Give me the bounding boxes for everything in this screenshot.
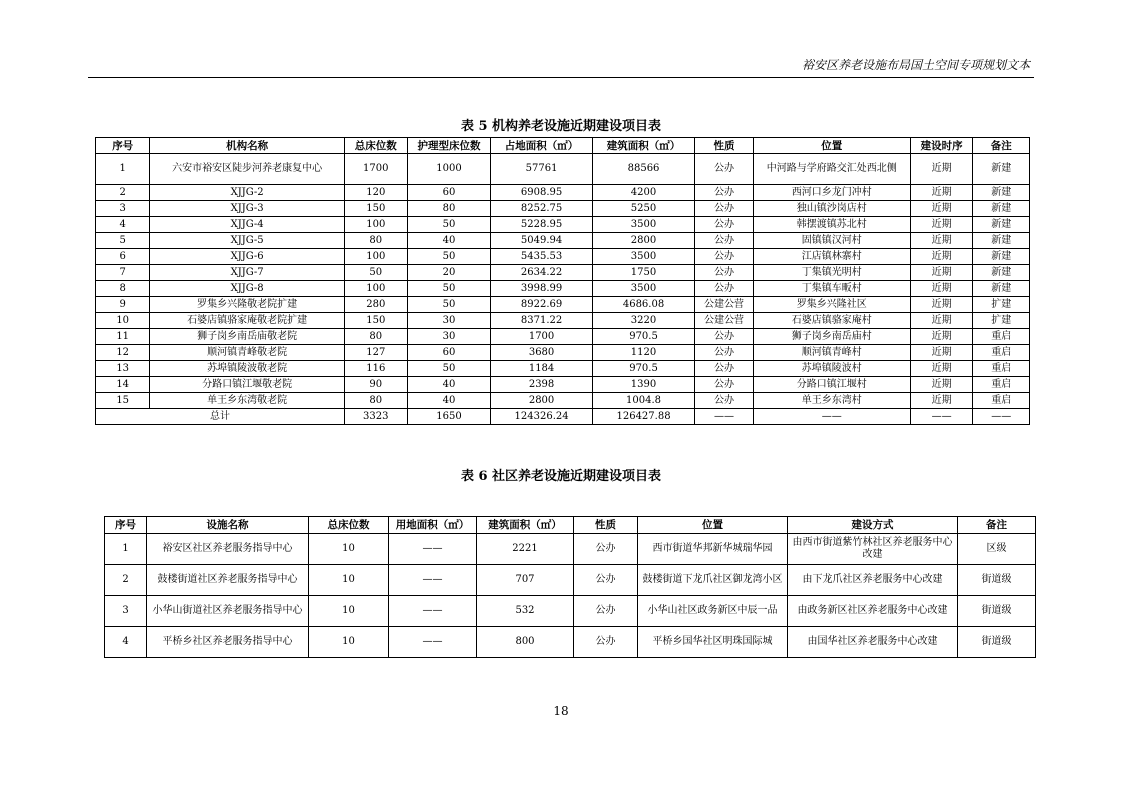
table-cell: 丁集镇车畈村 <box>753 281 910 297</box>
table-cell: 近期 <box>910 217 973 233</box>
table-cell: 新建 <box>973 281 1030 297</box>
table-cell: 由政务新区社区养老服务中心改建 <box>788 596 958 627</box>
table-cell: 公办 <box>574 627 638 658</box>
table-row <box>96 377 1030 393</box>
table-row <box>96 217 1030 233</box>
table-cell: 裕安区社区养老服务指导中心 <box>147 534 309 565</box>
col-header: 位置 <box>638 517 788 534</box>
table-cell: 近期 <box>910 281 973 297</box>
table-cell: 近期 <box>910 154 973 185</box>
table-cell: 1120 <box>592 345 694 361</box>
table-cell: —— <box>389 565 477 596</box>
table-cell: 11 <box>96 329 150 345</box>
table-cell: 3220 <box>592 313 694 329</box>
table-cell: 80 <box>407 201 491 217</box>
table-cell: 罗集乡兴隆敬老院扩建 <box>150 297 345 313</box>
table-cell: 80 <box>344 233 407 249</box>
table-cell: 8252.75 <box>491 201 592 217</box>
table-row <box>96 313 1030 329</box>
table-cell: 80 <box>344 329 407 345</box>
table-cell: 1390 <box>592 377 694 393</box>
table-cell: 2800 <box>491 393 592 409</box>
table-cell: 街道级 <box>958 596 1036 627</box>
table-cell: XJJG-3 <box>150 201 345 217</box>
table-cell: 区级 <box>958 534 1036 565</box>
table-cell: 100 <box>344 217 407 233</box>
table-cell: 4686.08 <box>592 297 694 313</box>
table-cell: 顺河镇青峰敬老院 <box>150 345 345 361</box>
table-cell: 90 <box>344 377 407 393</box>
total-cell: —— <box>695 409 754 425</box>
col-header: 建设方式 <box>788 517 958 534</box>
table-cell: 固镇镇汉河村 <box>753 233 910 249</box>
table-cell: 9 <box>96 297 150 313</box>
table-cell: 40 <box>407 393 491 409</box>
table-cell: 公办 <box>695 233 754 249</box>
table-cell: —— <box>389 596 477 627</box>
table-cell: 狮子岗乡南岳庙敬老院 <box>150 329 345 345</box>
table-cell: 扩建 <box>973 313 1030 329</box>
table-cell: XJJG-2 <box>150 185 345 201</box>
table-cell: XJJG-7 <box>150 265 345 281</box>
table-row <box>96 154 1030 185</box>
table-cell: —— <box>389 534 477 565</box>
table-cell: 街道级 <box>958 565 1036 596</box>
table-cell: 3500 <box>592 281 694 297</box>
table-cell: 西市街道华邦新华城瑞华园 <box>638 534 788 565</box>
page-number: 18 <box>553 704 569 718</box>
table-row <box>96 281 1030 297</box>
table-cell: 新建 <box>973 265 1030 281</box>
table-cell: 100 <box>344 281 407 297</box>
col-header: 建设时序 <box>910 138 973 154</box>
table-cell: 公办 <box>695 201 754 217</box>
table-row <box>96 185 1030 201</box>
col-header: 序号 <box>96 138 150 154</box>
total-cell: —— <box>973 409 1030 425</box>
table-cell: 88566 <box>592 154 694 185</box>
table-cell: 公办 <box>695 345 754 361</box>
table-cell: 280 <box>344 297 407 313</box>
table-cell: 1700 <box>491 329 592 345</box>
col-header: 设施名称 <box>147 517 309 534</box>
table-cell: 120 <box>344 185 407 201</box>
table-cell: 小华山社区政务新区中辰一品 <box>638 596 788 627</box>
table-cell: 50 <box>407 249 491 265</box>
table-cell: 近期 <box>910 345 973 361</box>
table-cell: 3500 <box>592 249 694 265</box>
table-cell: 公办 <box>574 534 638 565</box>
table-cell: 单王乡东湾村 <box>753 393 910 409</box>
table-cell: 5 <box>96 233 150 249</box>
table-row <box>105 534 1036 565</box>
table-header-row <box>105 517 1036 534</box>
table-cell: 800 <box>477 627 574 658</box>
table6-caption: 表 6 社区养老设施近期建设项目表 <box>460 469 662 484</box>
table-cell: 重启 <box>973 393 1030 409</box>
table-cell: 近期 <box>910 201 973 217</box>
table-cell: XJJG-5 <box>150 233 345 249</box>
table-cell: 12 <box>96 345 150 361</box>
table-cell: 1 <box>105 534 147 565</box>
col-header: 用地面积（㎡） <box>389 517 477 534</box>
col-header: 序号 <box>105 517 147 534</box>
table-row <box>105 565 1036 596</box>
table-cell: 3 <box>96 201 150 217</box>
document-header-title: 裕安区养老设施布局国土空间专项规划文本 <box>801 58 1030 72</box>
table-cell: 532 <box>477 596 574 627</box>
table-cell: 5250 <box>592 201 694 217</box>
table-cell: 公办 <box>695 361 754 377</box>
col-header: 总床位数 <box>309 517 389 534</box>
table-cell: 50 <box>407 217 491 233</box>
total-cell: 124326.24 <box>491 409 592 425</box>
table-cell: 1000 <box>407 154 491 185</box>
col-header: 机构名称 <box>150 138 345 154</box>
table-row <box>96 329 1030 345</box>
table-cell: 6 <box>96 249 150 265</box>
col-header: 建筑面积（㎡） <box>592 138 694 154</box>
table-cell: 2221 <box>477 534 574 565</box>
table-cell: 重启 <box>973 329 1030 345</box>
table-cell: 50 <box>407 281 491 297</box>
table-cell: 近期 <box>910 185 973 201</box>
table-cell: 60 <box>407 345 491 361</box>
table-cell: 3680 <box>491 345 592 361</box>
col-header: 占地面积（㎡） <box>491 138 592 154</box>
table-cell: 10 <box>309 534 389 565</box>
table-cell: 近期 <box>910 313 973 329</box>
table-cell: 狮子岗乡南岳庙村 <box>753 329 910 345</box>
table-cell: 57761 <box>491 154 592 185</box>
table-row <box>96 249 1030 265</box>
table-cell: 江店镇林寨村 <box>753 249 910 265</box>
table-cell: 近期 <box>910 377 973 393</box>
table-row <box>96 265 1030 281</box>
col-header: 性质 <box>695 138 754 154</box>
col-header: 位置 <box>753 138 910 154</box>
table-cell: 独山镇沙岗店村 <box>753 201 910 217</box>
table-cell: 60 <box>407 185 491 201</box>
table-cell: 公办 <box>574 596 638 627</box>
table-cell: 10 <box>309 627 389 658</box>
table-cell: 14 <box>96 377 150 393</box>
table-cell: 由国华社区养老服务中心改建 <box>788 627 958 658</box>
table-cell: 6908.95 <box>491 185 592 201</box>
table-cell: 4 <box>96 217 150 233</box>
table-cell: 30 <box>407 313 491 329</box>
table-cell: 近期 <box>910 393 973 409</box>
table-cell: 1700 <box>344 154 407 185</box>
table-cell: 新建 <box>973 201 1030 217</box>
table-cell: 公办 <box>695 265 754 281</box>
table-cell: 30 <box>407 329 491 345</box>
table-cell: 2398 <box>491 377 592 393</box>
table-cell: 5435.53 <box>491 249 592 265</box>
table-cell: 970.5 <box>592 329 694 345</box>
total-cell: 126427.88 <box>592 409 694 425</box>
table-cell: 六安市裕安区陡步河养老康复中心 <box>150 154 345 185</box>
table-cell: —— <box>389 627 477 658</box>
total-label: 总计 <box>96 409 345 425</box>
table-cell: 公建公营 <box>695 313 754 329</box>
table-cell: 苏埠镇陵波敬老院 <box>150 361 345 377</box>
table-cell: 韩摆渡镇苏北村 <box>753 217 910 233</box>
table-cell: 近期 <box>910 329 973 345</box>
table-cell: 15 <box>96 393 150 409</box>
table-cell: 公办 <box>574 565 638 596</box>
table-cell: 分路口镇江堰村 <box>753 377 910 393</box>
table-row <box>96 393 1030 409</box>
table-cell: 新建 <box>973 233 1030 249</box>
table-cell: 近期 <box>910 265 973 281</box>
table-cell: 3 <box>105 596 147 627</box>
table-cell: 150 <box>344 201 407 217</box>
table-cell: 8371.22 <box>491 313 592 329</box>
table-cell: 5228.95 <box>491 217 592 233</box>
table-cell: 顺河镇青峰村 <box>753 345 910 361</box>
table-row <box>105 627 1036 658</box>
table-cell: 10 <box>96 313 150 329</box>
table-cell: 8922.69 <box>491 297 592 313</box>
table-cell: XJJG-4 <box>150 217 345 233</box>
table-cell: 3500 <box>592 217 694 233</box>
table-cell: 20 <box>407 265 491 281</box>
table-header-row <box>96 138 1030 154</box>
header-divider <box>88 77 1034 78</box>
table-cell: 重启 <box>973 361 1030 377</box>
table-cell: 小华山街道社区养老服务指导中心 <box>147 596 309 627</box>
table-cell: 鼓楼街道下龙爪社区御龙湾小区 <box>638 565 788 596</box>
table-cell: 5049.94 <box>491 233 592 249</box>
table-cell: 近期 <box>910 297 973 313</box>
table-cell: 公办 <box>695 217 754 233</box>
table-cell: 西河口乡龙门冲村 <box>753 185 910 201</box>
table-cell: 公建公营 <box>695 297 754 313</box>
table-cell: 2 <box>96 185 150 201</box>
table-cell: 10 <box>309 596 389 627</box>
community-facilities-table <box>104 516 1036 658</box>
col-header: 护理型床位数 <box>407 138 491 154</box>
table-cell: 13 <box>96 361 150 377</box>
table-cell: 公办 <box>695 281 754 297</box>
table-cell: 鼓楼街道社区养老服务指导中心 <box>147 565 309 596</box>
table-cell: 3998.99 <box>491 281 592 297</box>
table-cell: 150 <box>344 313 407 329</box>
table-cell: 新建 <box>973 217 1030 233</box>
table-cell: 重启 <box>973 377 1030 393</box>
table-cell: 公办 <box>695 377 754 393</box>
table-cell: 平桥乡国华社区明珠国际城 <box>638 627 788 658</box>
table-cell: 苏埠镇陵波村 <box>753 361 910 377</box>
table-cell: 80 <box>344 393 407 409</box>
table-cell: 1 <box>96 154 150 185</box>
table-cell: 707 <box>477 565 574 596</box>
table-cell: 近期 <box>910 361 973 377</box>
table-cell: 石婆店镇骆家庵村 <box>753 313 910 329</box>
table-cell: 公办 <box>695 185 754 201</box>
table-cell: 2 <box>105 565 147 596</box>
table-cell: 100 <box>344 249 407 265</box>
table-cell: 近期 <box>910 233 973 249</box>
table-row <box>96 297 1030 313</box>
table-cell: 40 <box>407 377 491 393</box>
table-cell: 50 <box>407 361 491 377</box>
total-cell: 3323 <box>344 409 407 425</box>
table-row <box>96 201 1030 217</box>
table-cell: 公办 <box>695 329 754 345</box>
institutional-facilities-table <box>95 137 1030 425</box>
table-cell: 公办 <box>695 154 754 185</box>
total-cell: —— <box>753 409 910 425</box>
table-cell: 平桥乡社区养老服务指导中心 <box>147 627 309 658</box>
table-cell: 石婆店镇骆家庵敬老院扩建 <box>150 313 345 329</box>
table-cell: 10 <box>309 565 389 596</box>
table-cell: 丁集镇光明村 <box>753 265 910 281</box>
table-cell: 由下龙爪社区养老服务中心改建 <box>788 565 958 596</box>
table-cell: 新建 <box>973 185 1030 201</box>
table-cell: 50 <box>407 297 491 313</box>
table-cell: 扩建 <box>973 297 1030 313</box>
table-cell: 近期 <box>910 249 973 265</box>
table-cell: 1750 <box>592 265 694 281</box>
table-cell: 2634.22 <box>491 265 592 281</box>
table-cell: XJJG-6 <box>150 249 345 265</box>
table-cell: XJJG-8 <box>150 281 345 297</box>
col-header: 建筑面积（㎡） <box>477 517 574 534</box>
col-header: 备注 <box>958 517 1036 534</box>
col-header: 性质 <box>574 517 638 534</box>
table-row <box>96 345 1030 361</box>
table-cell: 由西市街道紫竹林社区养老服务中心改建 <box>788 534 958 565</box>
table-row <box>105 596 1036 627</box>
table-cell: 970.5 <box>592 361 694 377</box>
table-cell: 中河路与学府路交汇处西北侧 <box>753 154 910 185</box>
col-header: 备注 <box>973 138 1030 154</box>
table-cell: 4200 <box>592 185 694 201</box>
table-cell: 127 <box>344 345 407 361</box>
table-cell: 分路口镇江堰敬老院 <box>150 377 345 393</box>
col-header: 总床位数 <box>344 138 407 154</box>
table5-caption: 表 5 机构养老设施近期建设项目表 <box>460 119 662 134</box>
table-cell: 116 <box>344 361 407 377</box>
table-cell: 40 <box>407 233 491 249</box>
table-cell: 单王乡东湾敬老院 <box>150 393 345 409</box>
table-cell: 公办 <box>695 249 754 265</box>
table-cell: 新建 <box>973 154 1030 185</box>
table-row <box>96 233 1030 249</box>
table-cell: 新建 <box>973 249 1030 265</box>
total-cell: —— <box>910 409 973 425</box>
table-cell: 2800 <box>592 233 694 249</box>
total-row <box>96 409 1030 425</box>
table-cell: 4 <box>105 627 147 658</box>
table-cell: 7 <box>96 265 150 281</box>
table-cell: 街道级 <box>958 627 1036 658</box>
table-cell: 50 <box>344 265 407 281</box>
table-cell: 重启 <box>973 345 1030 361</box>
table-cell: 罗集乡兴隆社区 <box>753 297 910 313</box>
table-cell: 8 <box>96 281 150 297</box>
table-cell: 1184 <box>491 361 592 377</box>
total-cell: 1650 <box>407 409 491 425</box>
table-row <box>96 361 1030 377</box>
table-cell: 1004.8 <box>592 393 694 409</box>
table-cell: 公办 <box>695 393 754 409</box>
